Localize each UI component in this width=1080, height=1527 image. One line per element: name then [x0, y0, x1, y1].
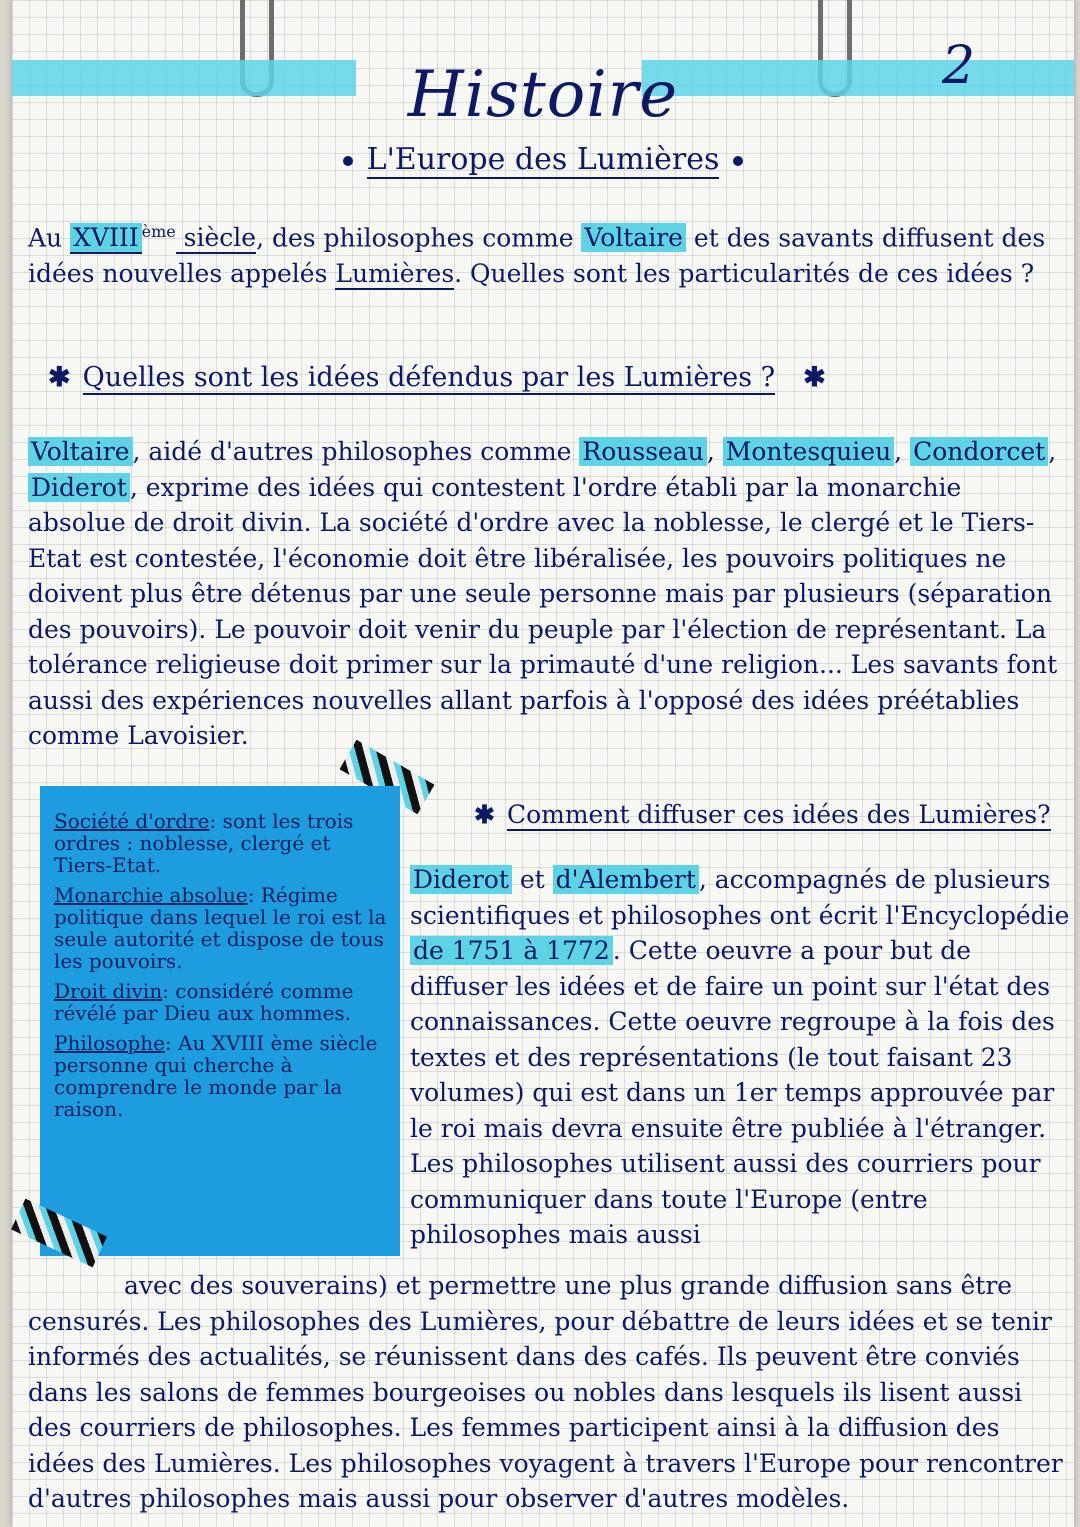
glossary-box [40, 786, 400, 1256]
intro-paragraph: Au XVIII $^{ème}$ siècle, des philosophes comme Voltaire et des savants diffusent des idées nouvelles appelés Lumières. Quelles sont les particularités de ces idées ? [28, 222, 1046, 288]
subtitle [12, 142, 1074, 177]
asterisk-icon: ✱ [48, 362, 71, 393]
subtitle-text: L'Europe des Lumières [366, 142, 720, 177]
diffusion-paragraph-continued: avec des souverains) et permettre une plus grande diffusion sans être censurés. Les philosophes des Lumières, pour débattre de leurs idées et se tenir informés des actualités, se réunissent dans des cafés. Ils peuvent être conviés dans les salons de femmes bourgeoises ou nobles dans lesquels ils lisent aussi des courriers de philosophes. Les femmes participent ainsi à la diffusion des idées des Lumières. Les philosophes voyagent à travers l'Europe pour rencontrer d'autres philosophes mais aussi pour observer d'autres modèles. [28, 1271, 1063, 1513]
asterisk-icon: ✱ [474, 800, 495, 829]
glossary-entry: Droit divin: considéré comme révélé par Dieu aux hommes. [54, 979, 354, 1025]
glossary-entry: Société d'ordre: sont les trois ordres : noblesse, clergé et Tiers-Etat. [54, 809, 354, 877]
diffusion-paragraph: Diderot et d'Alembert , accompagnés de plusieurs scientifiques et philosophes ont écrit l'Encyclopédie de 1751 à 1772 . Cette oeuvre a pour but de diffuser les idées et de faire un point sur l'état des connaissances. Cette oeuvre regroupe à la fois des textes et des représentations (le tout faisant 23 volumes) qui est dans un 1er temps approuvée par le roi mais devra ensuite être publiée à l'étranger. Les philosophes utilisent aussi des courriers pour communiquer dans toute l'Europe (entre philosophes mais aussi [410, 865, 1070, 1249]
asterisk-icon: ✱ [803, 362, 826, 393]
glossary-entry: Philosophe: Au XVIII ème siècle personne qui cherche à comprendre le monde par la raison. [54, 1031, 378, 1121]
page-number: 2 [942, 36, 976, 96]
glossary-entry: Monarchie absolue: Régime politique dans lequel le roi est la seule autorité et dispose de tous les pouvoirs. [54, 883, 387, 973]
bullet-icon [343, 156, 353, 166]
section-heading-ideas: ✱ Quelles sont les idées défendus par les Lumières ? ✱ [48, 362, 826, 393]
dates-highlight: de 1751 à 1772 [410, 936, 613, 965]
bullet-icon [733, 156, 743, 166]
section-heading-diffusion: ✱ Comment diffuser ces idées des Lumières? [474, 800, 1051, 829]
voltaire-highlight: Voltaire [581, 223, 686, 252]
notebook-page [12, 0, 1074, 1527]
ideas-paragraph: Voltaire , aidé d'autres philosophes comme Rousseau , Montesquieu , Condorcet , Diderot , exprime des idées qui contestent l'ordre établi par la monarchie absolue de droit divin. La société d'ordre avec la noblesse, le clergé et le Tiers-Etat est contestée, l'économie doit être libéralisée, les pouvoirs politiques ne doivent plus être détenus par une seule personne mais par plusieurs (séparation des pouvoirs). Le pouvoir doit venir du peuple par l'élection de représentant. La tolérance religieuse doit primer sur la primauté d'une religion... Les savants font aussi des expériences nouvelles allant parfois à l'opposé des idées préétablies comme Lavoisier. [28, 437, 1058, 750]
page-title: Histoire [407, 58, 679, 132]
century-highlight: XVIII [70, 223, 141, 254]
